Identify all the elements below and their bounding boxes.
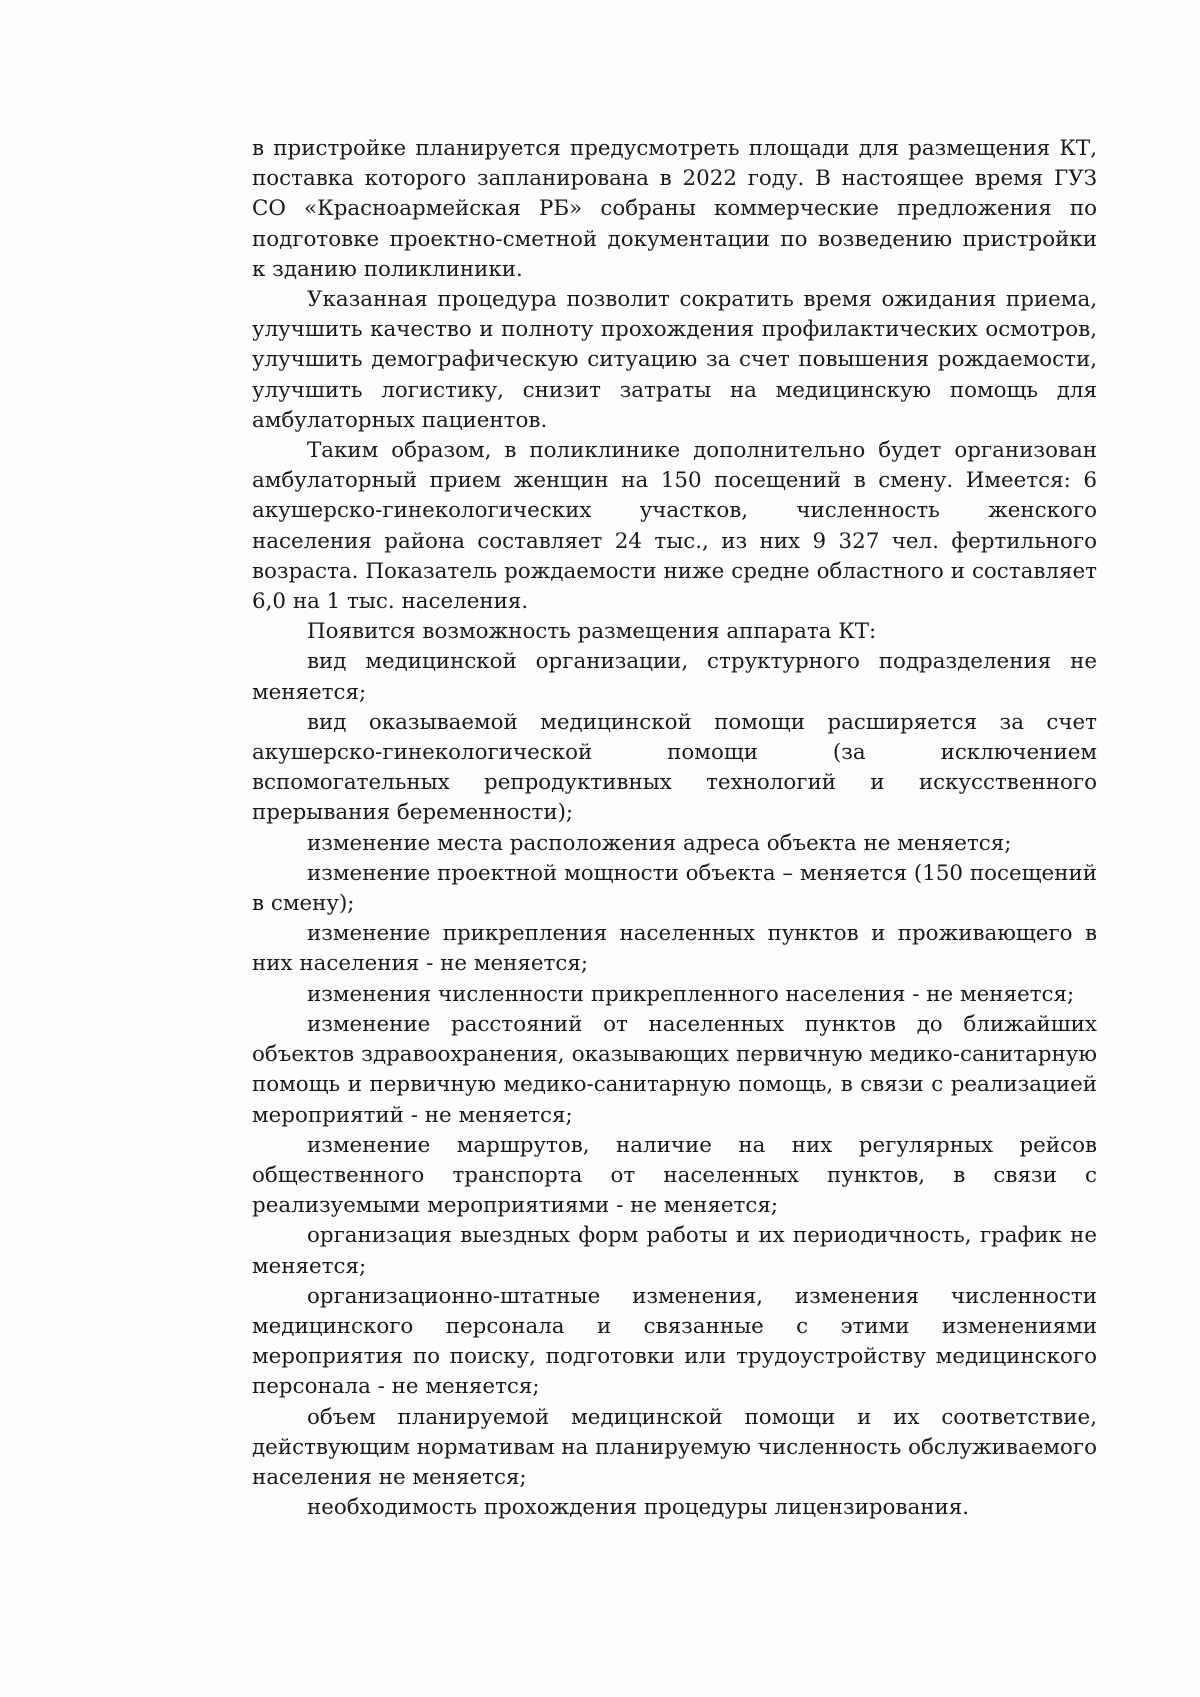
paragraph-outpatient-reception: Таким образом, в поликлинике дополнительно будет организован амбулаторный прием женщин на 150 посещений в смену. Имеется: 6 акушерско-гинекологических участков, численность женского населения района составляет 24 тыс., из них 9 327 чел. фертильного возраста. Показатель рождаемости ниже средне областного и составляет 6,0 на 1 тыс. населения.: [252, 438, 1097, 615]
list-item-outreach: организация выездных форм работы и их периодичность, график не меняется;: [252, 1223, 1097, 1279]
list-item-licensing: необходимость прохождения процедуры лицензирования.: [307, 1495, 970, 1521]
list-item-population: изменения численности прикрепленного населения - не меняется;: [307, 981, 1075, 1007]
list-item-care-volume: объем планируемой медицинской помощи и их соответствие, действующим нормативам на планируемую численность обслуживаемого населения не меняется;: [252, 1404, 1097, 1490]
list-item-capacity: изменение проектной мощности объекта – меняется (150 посещений в смену);: [252, 860, 1097, 917]
list-item-attachment: изменение прикрепления населенных пунктов и проживающего в них населения - не меняется;: [252, 921, 1097, 977]
list-item-care-type: вид оказываемой медицинской помощи расширяется за счет акушерско-гинекологической помощи (за исключением вспомогательных репродуктивных технологий и искусственного прерывания беременности);: [252, 709, 1097, 826]
document-body: [252, 134, 1097, 1523]
paragraph-ct-placement: Появится возможность размещения аппарата КТ:: [307, 619, 877, 645]
list-item-distances: изменение расстояний от населенных пунктов до ближайших объектов здравоохранения, оказывающих первичную медико-санитарную помощь и первичную медико-санитарную помощь, в связи с реализацией мероприятий - не меняется;: [252, 1011, 1097, 1128]
paragraph-continuation: в пристройке планируется предусмотреть площади для размещения КТ, поставка которого запланирована в 2022 году. В настоящее время ГУЗ СО «Красноармейская РБ» собраны коммерческие предложения по подготовке проектно-сметной документации по возведению пристройки к зданию поликлиники.: [252, 136, 1097, 282]
list-item-routes: изменение маршрутов, наличие на них регулярных рейсов общественного транспорта от населенных пунктов, в связи с реализуемыми мероприятиями - не меняется;: [252, 1132, 1097, 1219]
list-item-organization-type: вид медицинской организации, структурного подразделения не меняется;: [252, 649, 1097, 705]
paragraph-procedure-benefits: Указанная процедура позволит сократить время ожидания приема, улучшить качество и полноту прохождения профилактических осмотров, улучшить демографическую ситуацию за счет повышения рождаемости, улучшить логистику, снизит затраты на медицинскую помощь для амбулаторных пациентов.: [252, 287, 1097, 433]
list-item-location: изменение места расположения адреса объекта не меняется;: [307, 830, 1012, 856]
list-item-staffing: организационно-штатные изменения, изменения численности медицинского персонала и связанные с этими изменениями мероприятия по поиску, подготовки или трудоустройству медицинского персонала - не меняется;: [252, 1283, 1097, 1400]
